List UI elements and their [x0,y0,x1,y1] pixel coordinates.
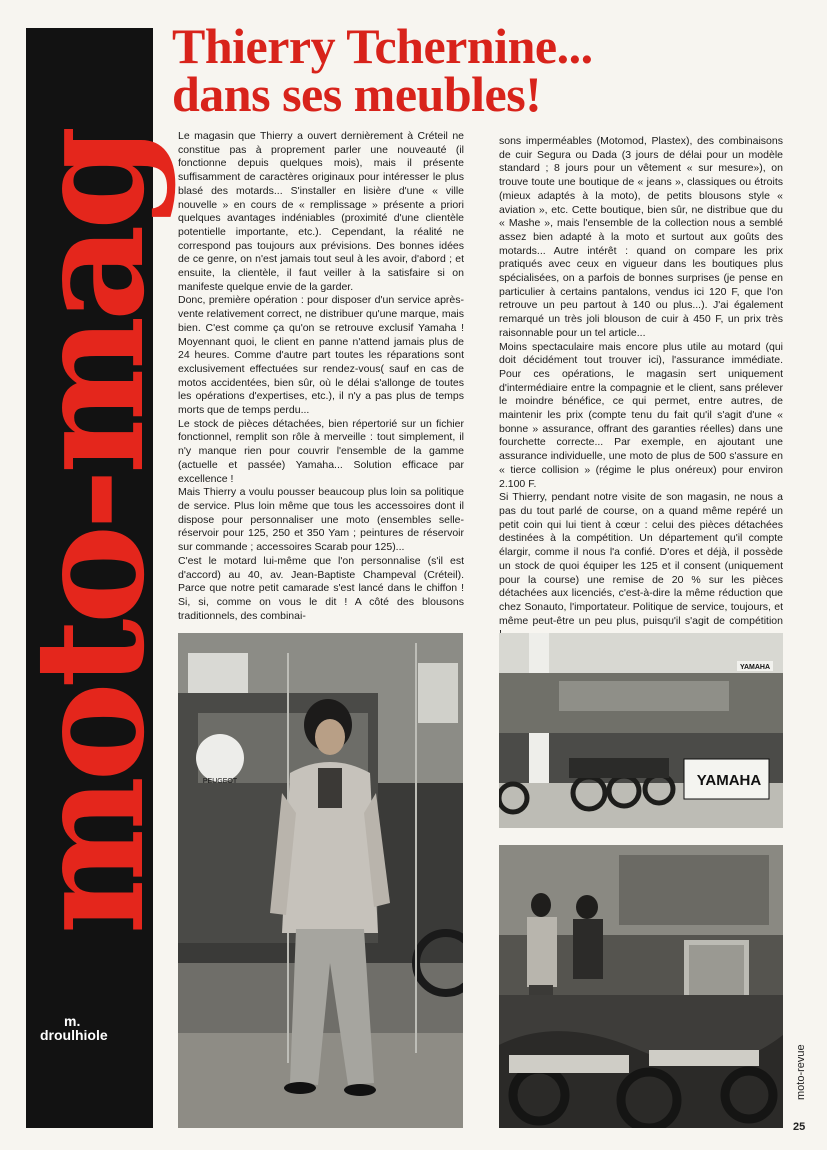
page-number: 25 [793,1121,806,1133]
article-column-left [178,130,464,623]
paragraph: Si Thierry, pendant notre visite de son magasin, ne nous a pas du tout parlé de course, on a quand même repéré un petit coin qui lui tient à cœur : celui des pièces détachées destinées à la compétition. Un département qu'il compte élargir, comme il nous l'a confié. D'ores et déjà, il possède un stock de quoi équiper les 125 et il consent (uniquement pour la course) une remise de 20 % sur les pièces détachées aux licenciés, c'est-à-dire la même réduction que chez Sonauto, l'importateur. Politique de service, toujours, et même peut-être un peu plus, puisqu'il s'agit de compétition [499,491,783,627]
author-credit [40,1014,108,1042]
photo-shop-drawing [499,633,783,828]
article-column-right [499,135,783,642]
headline-line-2: dans ses meubles! [172,66,542,122]
publication-name: moto-revue [795,1044,807,1100]
rubric-band [1,28,178,1128]
photo-thierry-portrait [178,633,463,1128]
yamaha-sign-text: YAMAHA [696,772,762,789]
photo-shop-interior [499,633,783,828]
paragraph: Le stock de pièces détachées, bien répertorié sur un fichier fonctionnel, remplit son rôle à merveille : tout simplement, il n'y manque rien pour couvrir l'ensemble de la gamme (actuelle et passée) Yamaha... Solution efficace par excellence ! [178,417,464,485]
peugeot-sign-text: PEUGEOT [202,778,238,785]
author-name: droulhiole [40,1027,108,1043]
rubric-label: moto-mag [1,131,178,935]
headline-line-1: Thierry Tchernine... [172,18,593,74]
paragraph: Moins spectaculaire mais encore plus utile au motard (qui doit décidément tout trouver ici), l'assurance immédiate. Pour ces opérations, le magasin sert uniquement d'intermédiaire entre la compagnie et le client, sans prélever le moindre bénéfice, ce qui permet, entre autres, de maintenir les prix (compte tenu du fait qu'il s'agit d'une « bonne » assurance, offrant des garanties réelles) dans une fourchette correcte... Par exemple, en ajoutant une assurance individuelle, une moto de plus de 500 s'assure en « tierce collision » (régime le plus onéreux) pour environ 2.100 F. [499,340,783,490]
article-headline [172,18,812,122]
paragraph: C'est le motard lui-même que l'on personnalise (s'il est d'accord) au 40, av. Jean-Baptiste Champeval (Créteil). Parce que notre petit camarade s'est lancé dans le chiffon ! Si, si, comme on vous le dit ! A côté des blousons traditionnels, des combinai- [178,554,464,622]
yamaha-small-sign-text: YAMAHA [739,664,771,671]
paragraph: Le magasin que Thierry a ouvert dernièrement à Créteil ne constitue pas à proprement parler une nouveauté (il fonctionne depuis quelques mois), mais il présente suffisamment de caractères originaux pour intéresser le plus blasé des motards... S'installer en lisière d'une « ville nouvelle » en cours de « remplissage » présente a priori quelques avantages indéniables (proximité d'une clientèle potentielle importante, etc.). Cependant, la réalité ne correspond pas toujours aux prévisions. Des bonnes idées de ce genre, on n'est jamais tout seul à les avoir, d'abord ; et ensuite, la clientèle, il faut veiller à la satisfaire si on manifeste quelque envie de la garder. [178,130,464,293]
paragraph: Mais Thierry a voulu pousser beaucoup plus loin sa politique de service. Plus loin même que tous les accessoires dont il dispose pour personnaliser une moto (ensembles selle-réservoir pour 125, 250 et 350 Yam ; peintures de réservoir sur commande ; accessoires Scarab pour 125)... [178,486,464,554]
paragraph: Donc, première opération : pour disposer d'un service après-vente relativement correct, ne distribuer qu'une marque, mais bien. C'est comme ça qu'on se retrouve exclusif Yamaha ! Moyennant quoi, le client en panne n'attend jamais plus de 24 heures. Comme d'autre part toutes les réparations sont exclusivement effectuées sur rendez-vous( sauf en cas de motos accidentées, bien sûr, où le délai s'allonge de toutes les opérations d'expertises, etc.), il n'y a pas plus de temps morts que de temps perdu... [178,294,464,417]
photo-thierry-drawing [178,633,463,1128]
paragraph: sons imperméables (Motomod, Plastex), des combinaisons de cuir Segura ou Dada (3 jours de délai pour un modèle standard ; 8 jours pour un vêtement « sur mesure»), on trouve toute une boutique de « jeans », classiques ou étroits (mieux adaptés à la moto), de petits blousons style « aviation », etc. Cette boutique, bien sûr, ne distribue que du « Mashe », mais l'ensemble de la collection nous a semblé assez bien adapté à la moto et surtout aux goûts des motards... Autre intérêt : quand on compare les prix pratiqués avec ceux en vigueur dans les boutiques plus spécialisées, on a parfois de bonnes surprises (je pense en particulier à certains pantalons, vendus ici 120 F, que l'on retrouve un peu partout à 140 ou plus...). J'ai également remarqué un très joli blouson de cuir à 450 F, un prix très raisonnable pour un tel article... [499,135,783,339]
photo-parts-shop [499,845,783,1128]
author-initial: m. [64,1013,81,1029]
photo-parts-drawing [499,845,783,1128]
